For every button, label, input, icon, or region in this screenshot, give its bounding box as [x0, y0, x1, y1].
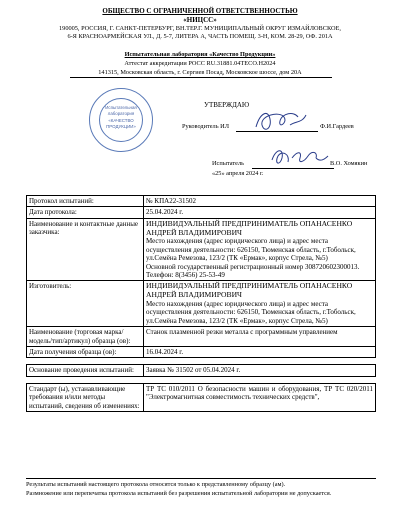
company-name: ОБЩЕСТВО С ОГРАНИЧЕННОЙ ОТВЕТСТВЕННОСТЬЮ: [102, 7, 298, 15]
customer-phone: Телефон: 8(3456) 25-53-49: [146, 271, 225, 280]
lab-accreditation: Аттестат аккредитации РОСС RU.31881.04ТЕСО.Н2024: [124, 60, 276, 67]
protocol-table: [26, 195, 376, 412]
protocol-label: Протокол испытаний:: [27, 196, 144, 207]
protocol-date-label: Дата протокола:: [27, 207, 144, 218]
lab-name: Испытательная лаборатория «Качество Продукции»: [124, 51, 276, 58]
product-value: Станок плазменной резки металла с программным управлением: [144, 327, 376, 347]
customer-ogrn: Основной государственный регистрационный номер 308720602300013.: [146, 262, 360, 271]
tester-name: В.О. Хомякин: [330, 160, 368, 167]
received-date-label: Дата получения образца (ов):: [27, 347, 144, 358]
product-label: Наименование (торговая марка/модель/тип/артикул) образца (ов):: [27, 327, 144, 347]
lab-address: 141315, Московская область, г. Сергиев Посад, Московское шоссе, дом 20А: [98, 69, 302, 76]
table-row: [27, 207, 376, 218]
customer-name: ИНДИВИДУАЛЬНЫЙ ПРЕДПРИНИМАТЕЛЬ ОПАНАСЕНКО АНДРЕЙ ВЛАДИМИРОВИЧ: [146, 218, 353, 237]
table-row: [27, 327, 376, 347]
table-row: [27, 383, 376, 411]
table-spacer: [27, 376, 376, 383]
approval-date: «25» апреля 2024 г.: [212, 170, 264, 177]
company-short-name: «НИЦСС»: [183, 16, 217, 24]
maker-name: ИНДИВИДУАЛЬНЫЙ ПРЕДПРИНИМАТЕЛЬ ОПАНАСЕНКО АНДРЕЙ ВЛАДИМИРОВИЧ: [146, 281, 353, 300]
head-name: Ф.И.Гардеев: [320, 123, 354, 130]
table-gap: [27, 358, 376, 365]
basis-label: Основание проведения испытаний:: [27, 365, 144, 376]
table-row: [27, 281, 376, 327]
tester-role: Испытатель: [212, 160, 244, 167]
maker-label: Изготовитель:: [27, 281, 144, 327]
table-row: [27, 347, 376, 358]
stamp-text-1: Испытательная: [105, 105, 137, 110]
table-row: [27, 365, 376, 376]
head-role: Руководитель ИЛ: [182, 123, 229, 130]
stamp-text-4: ПРОДУКЦИИ»: [106, 124, 136, 129]
footer-note-2: Размножение или перепечатка протокола испытаний без разрешения испытательной лаборатории не допускается.: [26, 490, 332, 497]
table-gap: [27, 376, 376, 383]
customer-details: [144, 218, 376, 281]
table-row: [27, 196, 376, 207]
tester-signature: [268, 144, 330, 170]
received-date-value: 16.04.2024 г.: [144, 347, 376, 358]
table-spacer: [27, 358, 376, 365]
approval-title: УТВЕРЖДАЮ: [204, 101, 250, 109]
company-address-line2: 6-Я КРАСНОАРМЕЙСКАЯ УЛ., Д. 5-7, ЛИТЕРА А, ЧАСТЬ ПОМЕЩ. 3-Н, КОМ. 28-29, ОФ. 201А: [67, 33, 333, 40]
table-row: [27, 218, 376, 281]
maker-details: [144, 281, 376, 327]
stamp-text-3: «КАЧЕСТВО: [108, 118, 134, 123]
maker-address: Место нахождения (адрес юридического лица) и адрес места осуществления деятельности: 626150, Тюменская область, г.Тобольск, ул.Семёна Ремезова, 123/2 (ТК «Ермак», корпус Стрела, №5): [146, 300, 356, 325]
head-signature: [250, 105, 310, 137]
basis-value: Заявка № 31502 от 05.04.2024 г.: [144, 365, 376, 376]
protocol-value: № КПА22-31502: [144, 196, 376, 207]
stamp-text-2: лаборатория: [107, 111, 135, 116]
header-divider: [70, 77, 332, 78]
customer-label: Наименование и контактные данные заказчика:: [27, 218, 144, 281]
customer-address: Место нахождения (адрес юридического лица) и адрес места осуществления деятельности: 626150, Тюменская область, г.Тобольск, ул.Семёна Ремезова, 123/2 (ТК «Ермак», корпус Стрела, №5): [146, 237, 356, 263]
lab-stamp: [89, 88, 153, 152]
footer-note-1: Результаты испытаний настоящего протокола относятся только к представленному образцу (ам).: [26, 478, 376, 489]
company-address-line1: 190005, РОССИЯ, Г. САНКТ-ПЕТЕРБУРГ, ВН.ТЕР.Г. МУНИЦИПАЛЬНЫЙ ОКРУГ ИЗМАЙЛОВСКОЕ,: [59, 25, 341, 32]
standards-label: Стандарт (ы), устанавливающие требования и/или методы испытаний, сведения об изменениях:: [27, 383, 144, 411]
standards-value: ТР ТС 010/2011 О безопасности машин и оборудования, ТР ТС 020/2011 "Электромагнитная совместимость технических средств",: [144, 383, 376, 411]
protocol-date-value: 25.04.2024 г.: [144, 207, 376, 218]
